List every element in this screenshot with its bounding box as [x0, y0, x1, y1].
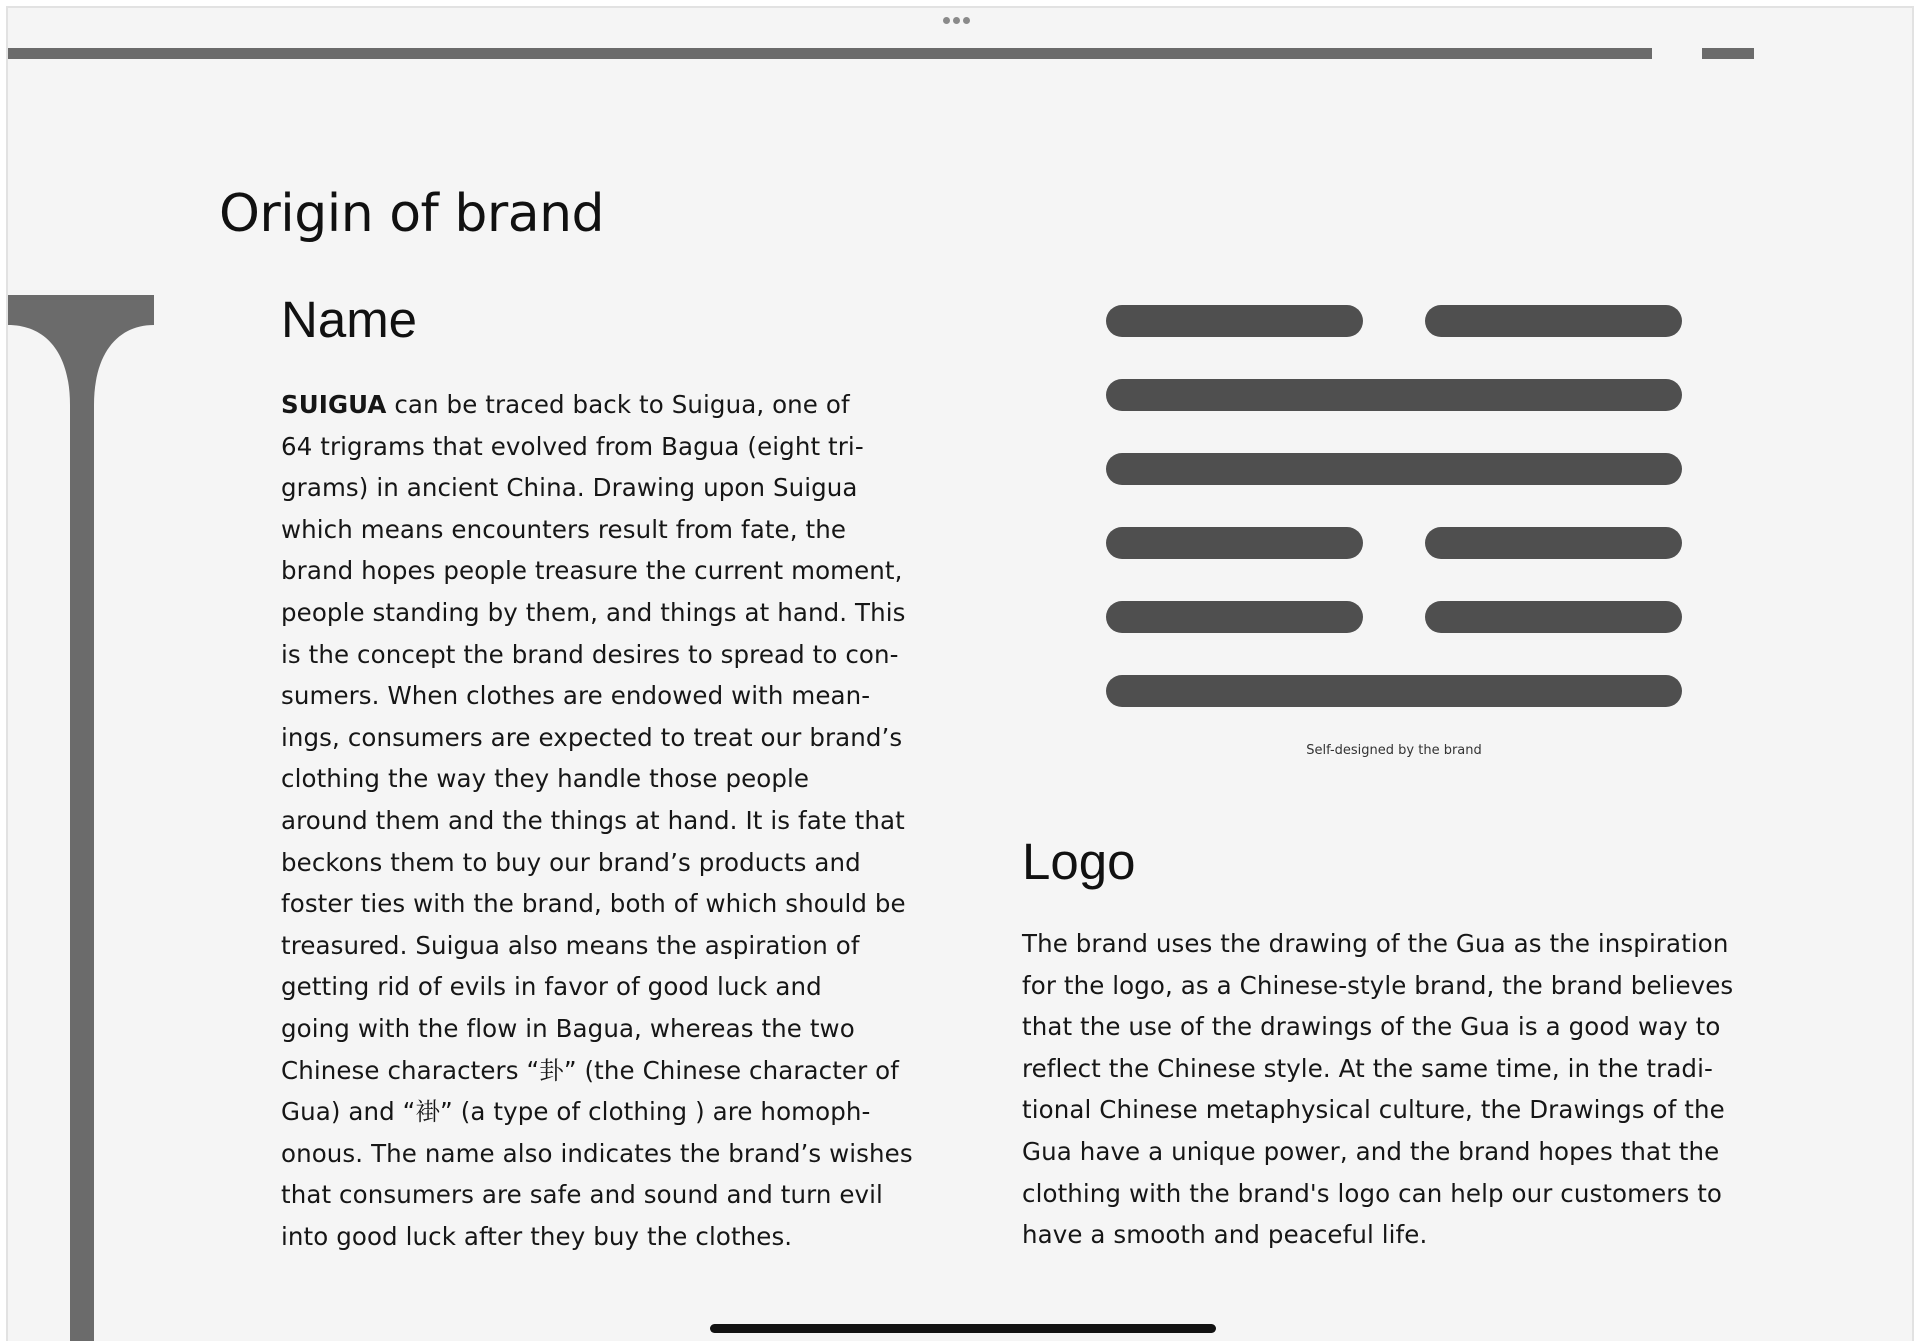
name-paragraph-line: treasured. Suigua also means the aspiration of [281, 930, 860, 960]
name-paragraph-line: is the concept the brand desires to spread to con- [281, 639, 899, 669]
name-paragraph-line: SUIGUA can be traced back to Suigua, one of [281, 390, 850, 419]
name-paragraph-line: clothing the way they handle those people [281, 764, 810, 794]
name-paragraph-line: sumers. When clothes are endowed with mean- [281, 681, 871, 711]
name-paragraph-line: that consumers are safe and sound and turn evil [281, 1180, 883, 1210]
logo-paragraph-line: that the use of the drawings of the Gua is a good way to [1022, 1012, 1721, 1042]
name-paragraph-line: getting rid of evils in favor of good luck and [281, 972, 822, 1002]
hexagram-line-4-right [1425, 527, 1682, 559]
hexagram-line-4-left [1106, 527, 1363, 559]
hexagram-logo-icon [1106, 305, 1682, 715]
name-paragraph-line: Chinese characters “卦” (the Chinese character of [281, 1055, 899, 1085]
hexagram-line-1-right [1425, 305, 1682, 337]
logo-paragraph-line: Gua have a unique power, and the brand hopes that the [1022, 1136, 1720, 1166]
logo-heading: Logo [1022, 833, 1136, 890]
logo-paragraph [1022, 923, 1762, 1256]
name-paragraph-line: brand hopes people treasure the current moment, [281, 556, 903, 586]
hexagram-line-2 [1106, 379, 1682, 411]
logo-caption: Self-designed by the brand [1306, 743, 1482, 758]
name-paragraph-line: 64 trigrams that evolved from Bagua (eight tri- [281, 431, 864, 461]
brand-name: SUIGUA [281, 390, 387, 419]
name-paragraph-line: around them and the things at hand. It is fate that [281, 805, 905, 835]
logo-paragraph-line: The brand uses the drawing of the Gua as the inspiration [1022, 929, 1729, 958]
top-rule [8, 48, 1652, 59]
name-heading: Name [281, 291, 418, 348]
document-page [6, 6, 1914, 1341]
name-paragraph [281, 384, 941, 1257]
hexagram-line-1-left [1106, 305, 1363, 337]
logo-paragraph-line: for the logo, as a Chinese-style brand, the brand believes [1022, 970, 1734, 1000]
hexagram-line-6 [1106, 675, 1682, 707]
name-paragraph-line: beckons them to buy our brand’s products and [281, 847, 861, 877]
top-rule-short [1702, 48, 1754, 59]
logo-paragraph-line: tional Chinese metaphysical culture, the Drawings of the [1022, 1095, 1725, 1125]
logo-paragraph-line: clothing with the brand's logo can help our customers to [1022, 1178, 1723, 1208]
ellipsis-icon[interactable] [943, 17, 970, 24]
name-paragraph-line: Gua) and “褂” (a type of clothing ) are homoph- [281, 1097, 871, 1127]
name-paragraph-line: people standing by them, and things at hand. This [281, 597, 906, 627]
home-indicator[interactable] [710, 1324, 1216, 1333]
name-paragraph-line: grams) in ancient China. Drawing upon Suigua [281, 473, 858, 503]
hexagram-line-5-left [1106, 601, 1363, 633]
decorative-pillar [8, 295, 154, 1341]
name-paragraph-line: onous. The name also indicates the brand’s wishes [281, 1138, 913, 1168]
name-paragraph-line: which means encounters result from fate, the [281, 514, 847, 544]
name-paragraph-line: ings, consumers are expected to treat our brand’s [281, 722, 903, 752]
logo-paragraph-line: reflect the Chinese style. At the same time, in the tradi- [1022, 1053, 1713, 1083]
name-paragraph-line: going with the flow in Bagua, whereas the two [281, 1013, 855, 1043]
logo-paragraph-line: have a smooth and peaceful life. [1022, 1220, 1428, 1250]
hexagram-line-5-right [1425, 601, 1682, 633]
name-paragraph-line: foster ties with the brand, both of which should be [281, 889, 906, 919]
hexagram-line-3 [1106, 453, 1682, 485]
page-title: Origin of brand [219, 184, 605, 244]
name-paragraph-line: into good luck after they buy the clothes. [281, 1221, 793, 1251]
